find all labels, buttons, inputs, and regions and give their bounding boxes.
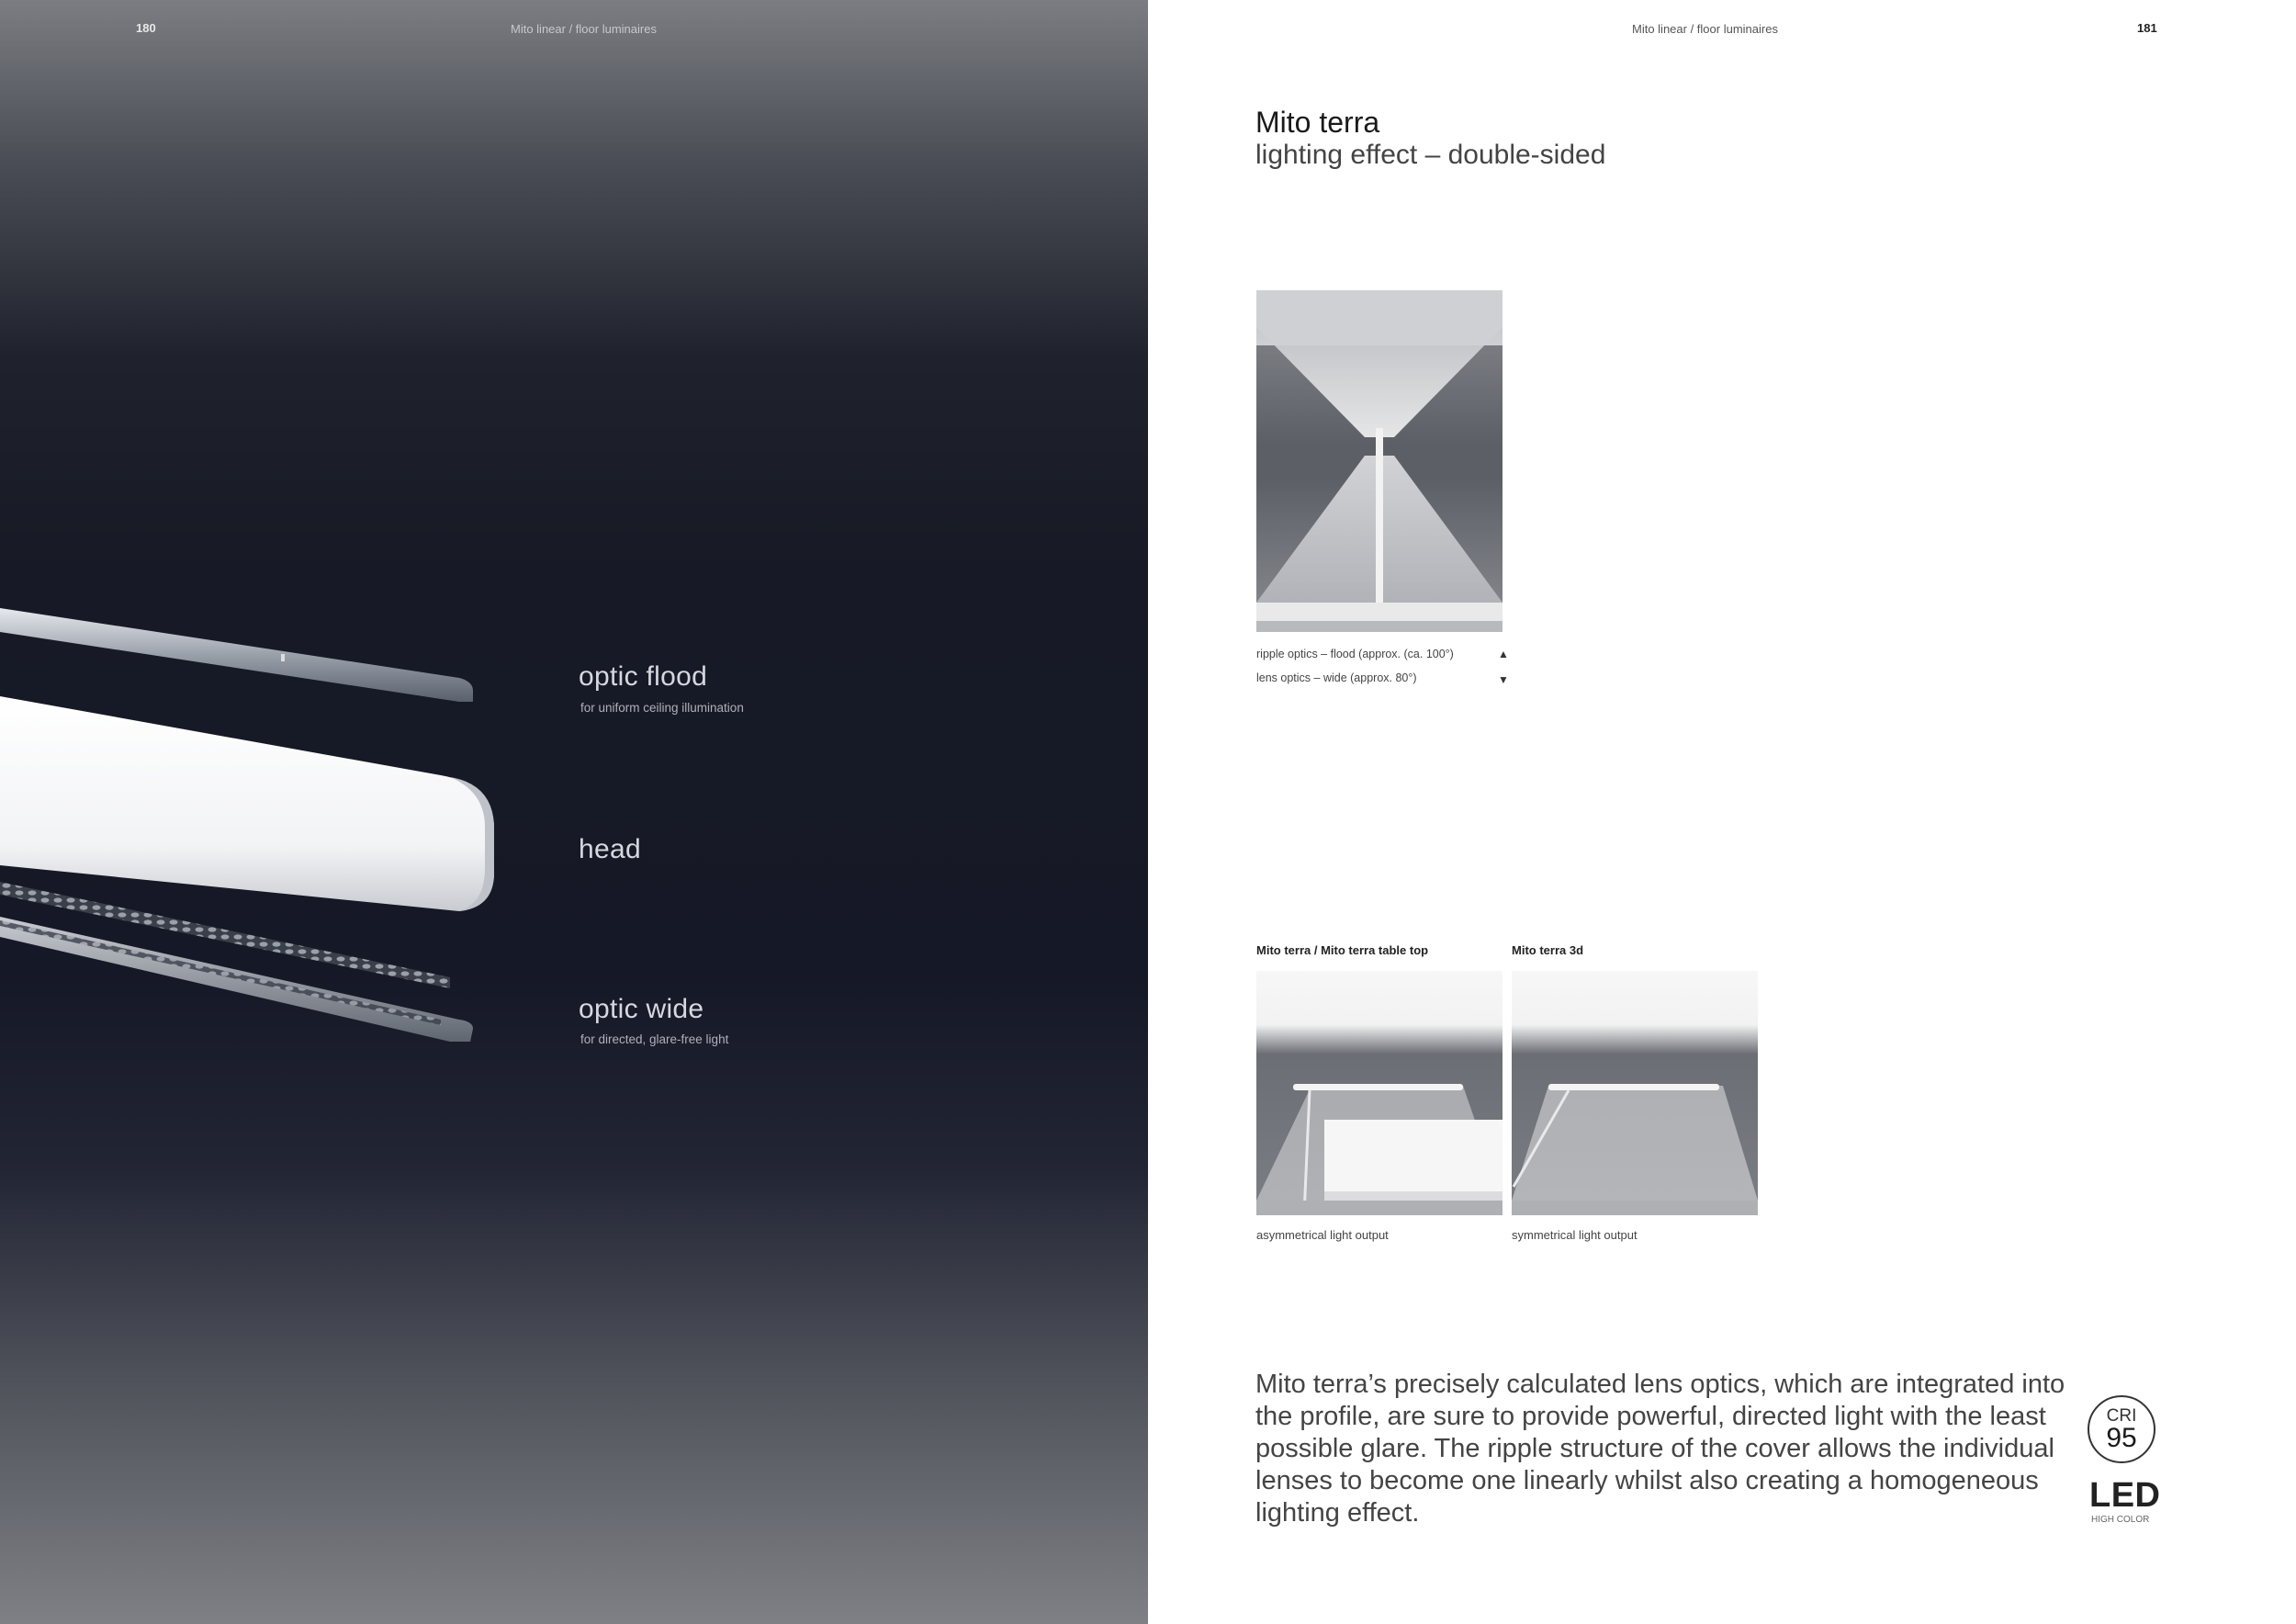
page-number-right: 181 bbox=[2137, 21, 2157, 35]
page-subtitle: lighting effect – double-sided bbox=[1255, 140, 1606, 170]
arrow-down-icon: ▼ bbox=[1498, 673, 1509, 686]
figure-symmetrical-light bbox=[1512, 971, 1758, 1215]
cri-value: 95 bbox=[2106, 1423, 2137, 1453]
page-number-left: 180 bbox=[136, 21, 156, 35]
figure-heading-mito-terra: Mito terra / Mito terra table top bbox=[1256, 943, 1429, 957]
running-head-right: Mito linear / floor luminaires bbox=[1632, 22, 1778, 36]
figure-heading-mito-terra-3d: Mito terra 3d bbox=[1512, 943, 1584, 957]
figure-asymmetrical-light bbox=[1256, 971, 1503, 1215]
led-label: LED bbox=[2089, 1476, 2161, 1515]
caption-ripple-optics: ripple optics – flood (approx. (ca. 100°) bbox=[1256, 648, 1454, 660]
label-head: head bbox=[579, 834, 641, 864]
label-optic-flood: optic flood bbox=[579, 661, 708, 692]
caption-symmetrical: symmetrical light output bbox=[1512, 1228, 1638, 1242]
cri-badge bbox=[2088, 1395, 2155, 1463]
head-body bbox=[0, 696, 494, 911]
optic-flood-strip bbox=[0, 608, 473, 702]
lighting-effect-double-sided-figure bbox=[1256, 290, 1503, 632]
arrow-up-icon: ▲ bbox=[1498, 648, 1509, 660]
cri-label: CRI bbox=[2106, 1406, 2137, 1426]
label-optic-flood-desc: for uniform ceiling illumination bbox=[580, 701, 744, 715]
body-paragraph: Mito terra’s precisely calculated lens optics, which are integrated into the profile, are sure to provide powerful, directed light with the least possible glare. The ripple structure of the cover allows the individual lenses to become one linearly whilst also creating a homogeneous lighting effect. bbox=[1255, 1370, 2065, 1528]
caption-lens-optics: lens optics – wide (approx. 80°) bbox=[1256, 671, 1417, 684]
label-optic-wide-desc: for directed, glare-free light bbox=[580, 1032, 729, 1046]
right-page bbox=[1148, 0, 2296, 1624]
page-title: Mito terra bbox=[1255, 106, 1380, 139]
running-head-left: Mito linear / floor luminaires bbox=[511, 22, 657, 36]
led-sublabel: HIGH COLOR bbox=[2091, 1515, 2150, 1525]
label-optic-wide: optic wide bbox=[579, 994, 704, 1024]
luminaire-exploded-view bbox=[0, 588, 514, 1066]
caption-asymmetrical: asymmetrical light output bbox=[1256, 1228, 1389, 1242]
